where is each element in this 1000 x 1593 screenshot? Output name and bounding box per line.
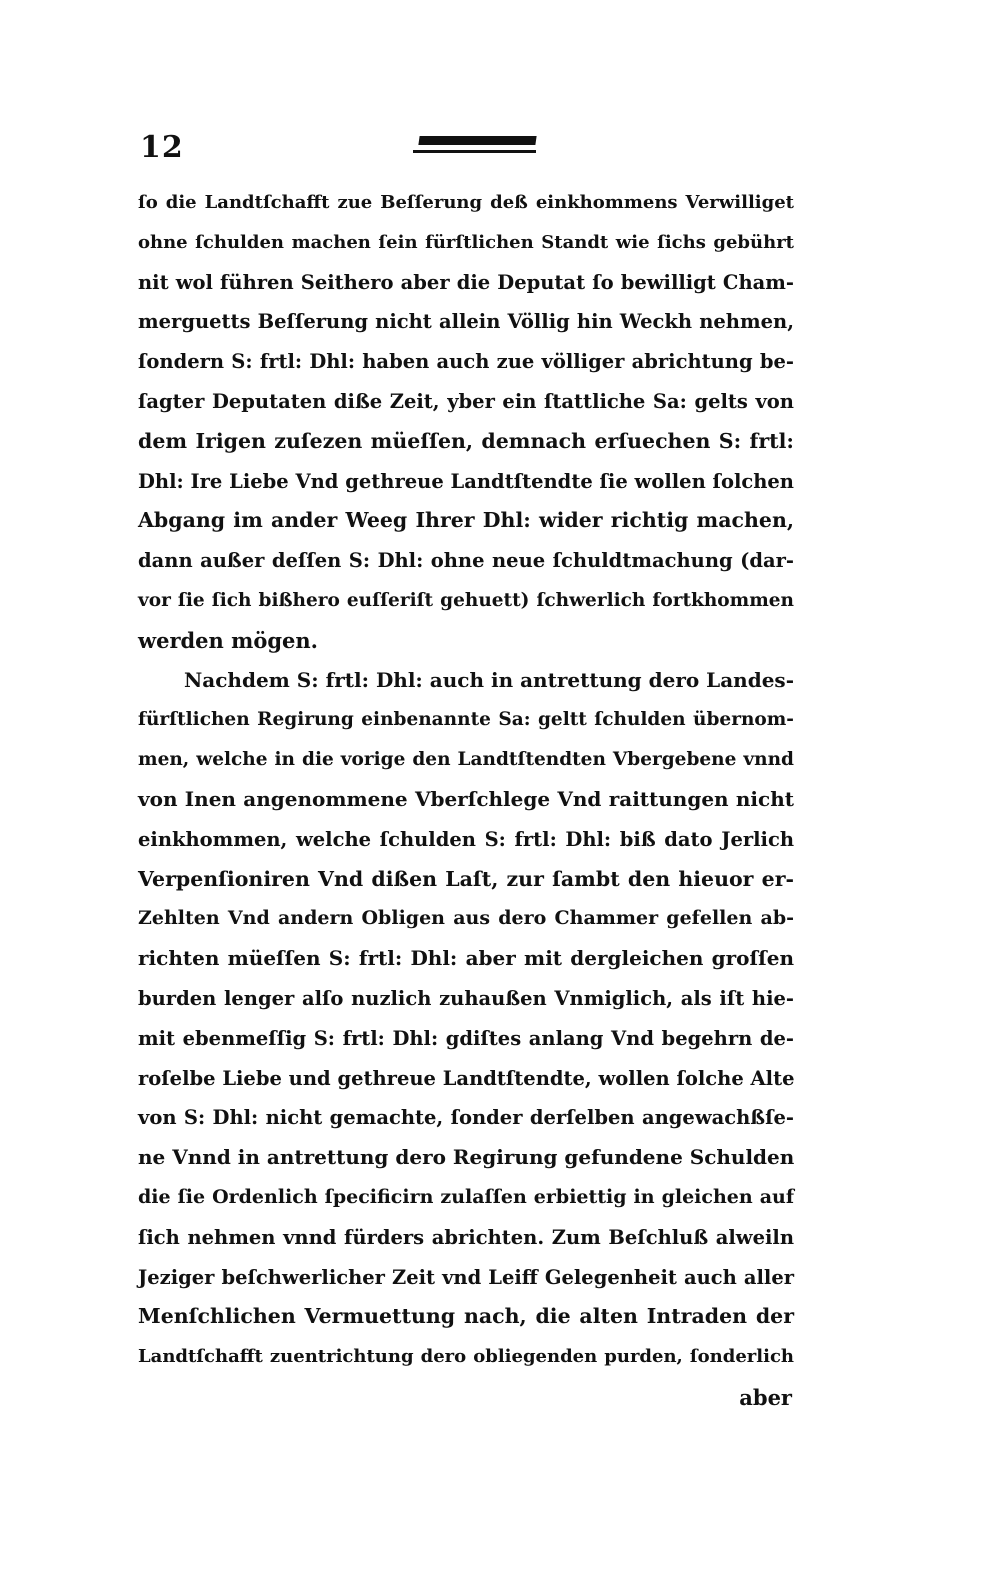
text-line: Zehlten Vnd andern Obligen aus dero Chammer gefellen ab- [138,907,794,930]
text-line: burden lenger alſo nuzlich zuhaußen Vnmiglich, als iſt hie- [138,986,794,1010]
text-line: die ſie Ordenlich ſpecificirn zulaſſen erbiettig in gleichen auf [138,1185,794,1208]
page-number: 12 [140,130,184,165]
text-line: nit wol führen Seithero aber die Deputat ſo bewilligt Cham- [138,270,794,294]
text-line: Dhl: Ire Liebe Vnd gethreue Landtſtendte ſie wollen ſolchen [138,469,794,493]
text-line: fürſtlichen Regirung einbenannte Sa: geltt ſchulden übernom- [138,709,794,731]
text-line: roſelbe Liebe und gethreue Landtſtendte, wollen ſolche Alte [138,1066,795,1090]
text-line: von S: Dhl: nicht gemachte, ſonder derſelben angewachßſe- [138,1106,794,1130]
header-ornament-rule [413,136,536,156]
text-line: ſondern S: frtl: Dhl: haben auch zue völliger abrichtung be- [138,350,794,374]
text-line: ohne ſchulden machen ſein fürſtlichen Standt wie ſichs gebührt [138,231,794,253]
text-line: men, welche in die vorige den Landtſtendten Vbergebene vnnd [138,749,794,771]
text-line: Menſchlichen Vermuettung nach, die alten Intraden der [138,1304,794,1329]
text-line: einkhommen, welche ſchulden S: frtl: Dhl: biß dato Jerlich [138,827,794,851]
text-line: werden mögen. [138,627,318,653]
text-line: Verpenſioniren Vnd dißen Laſt, zur ſambt den hieuor er- [138,866,794,891]
text-line: vor ſie ſich bißhero euſſeriſt gehuett) ſchwerlich fortkhommen [138,589,794,611]
text-line: dem Irigen zuſezen müeſſen, demnach erſuechen S: frtl: [138,428,794,453]
text-line: Abgang im ander Weeg Ihrer Dhl: wider richtig machen, [138,508,794,533]
text-line: Landtſchafft zuentrichtung dero obliegenden purden, ſonderlich [138,1346,794,1368]
text-line: ſagter Deputaten diße Zeit, yber ein ſtattliche Sa: gelts von [138,389,794,413]
body-text [138,183,794,1377]
header-rule-thin [413,150,536,153]
text-line: ne Vnnd in antrettung dero Regirung gefundene Schulden [138,1145,795,1170]
text-line: von Inen angenommene Vberſchlege Vnd raittungen nicht [138,786,794,811]
paragraph-first-line: Nachdem S: frtl: Dhl: auch in antrettung dero Landes- [184,667,794,692]
header-rule-thick [418,136,536,145]
text-line: ſich nehmen vnnd fürders abrichten. Zum Beſchluß alweiln [138,1225,794,1249]
text-line: merguetts Beſſerung nicht allein Völlig hin Weckh nehmen, [138,310,794,334]
text-line: richten müeſſen S: frtl: Dhl: aber mit dergleichen groſſen [138,946,794,971]
text-line: ſo die Landtſchafft zue Beſſerung deß einkhommens Verwilliget [138,192,794,213]
text-line: mit ebenmeſſig S: frtl: Dhl: gdiſtes anlang Vnd begehrn de- [138,1026,794,1050]
text-line: Jeziger beſchwerlicher Zeit vnd Leiff Gelegenheit auch aller [138,1265,794,1289]
catchword: aber [739,1385,792,1410]
text-line: dann außer deſſen S: Dhl: ohne neue ſchuldtmachung (dar- [138,549,794,573]
